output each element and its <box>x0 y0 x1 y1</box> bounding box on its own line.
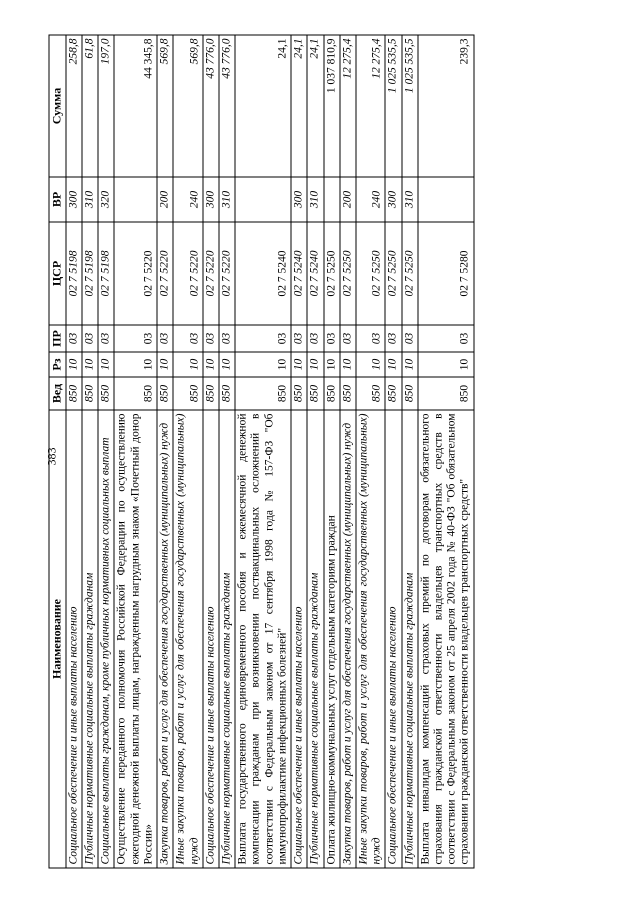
cell-rz: 10 <box>418 352 474 377</box>
cell-ved: 850 <box>98 377 114 410</box>
cell-rz: 10 <box>356 352 385 377</box>
table-row <box>307 35 323 868</box>
cell-name: Публичные нормативные социальные выплаты гражданам <box>219 410 235 868</box>
cell-sum: 1 037 810,9 <box>324 35 340 177</box>
cell-pr: 03 <box>385 325 401 352</box>
cell-vr: 300 <box>203 177 219 222</box>
cell-rz: 10 <box>402 352 418 377</box>
cell-vr: 240 <box>356 177 385 222</box>
cell-sum: 1 025 535,5 <box>402 35 418 177</box>
budget-table <box>49 35 475 869</box>
table-row <box>203 35 219 868</box>
cell-rz: 10 <box>173 352 202 377</box>
cell-ved: 850 <box>82 377 98 410</box>
table-row <box>385 35 401 868</box>
cell-csr: 02 7 5220 <box>157 222 173 325</box>
cell-pr: 03 <box>219 325 235 352</box>
cell-name: Социальные выплаты гражданам, кроме публичных нормативных социальных выплат <box>98 410 114 868</box>
cell-rz: 10 <box>66 352 82 377</box>
table-row <box>82 35 98 868</box>
cell-csr: 02 7 5220 <box>114 222 157 325</box>
cell-csr: 02 7 5220 <box>203 222 219 325</box>
cell-rz: 10 <box>98 352 114 377</box>
cell-pr: 03 <box>291 325 307 352</box>
cell-csr: 02 7 5250 <box>340 222 356 325</box>
cell-rz: 10 <box>324 352 340 377</box>
cell-vr: 310 <box>82 177 98 222</box>
cell-pr: 03 <box>418 325 474 352</box>
cell-csr: 02 7 5250 <box>324 222 340 325</box>
cell-sum: 44 345,8 <box>114 35 157 177</box>
cell-ved: 850 <box>307 377 323 410</box>
header-name: Наименование <box>49 410 66 868</box>
table-row <box>66 35 82 868</box>
cell-pr: 03 <box>402 325 418 352</box>
cell-vr: 300 <box>291 177 307 222</box>
cell-ved: 850 <box>235 377 291 410</box>
cell-pr: 03 <box>114 325 157 352</box>
rotated-table-container <box>49 36 529 869</box>
header-sum: Сумма <box>49 35 66 177</box>
table-row <box>173 35 202 868</box>
cell-csr: 02 7 5280 <box>418 222 474 325</box>
cell-ved: 850 <box>356 377 385 410</box>
table-body <box>66 35 474 868</box>
cell-rz: 10 <box>114 352 157 377</box>
cell-ved: 850 <box>291 377 307 410</box>
header-vr: ВР <box>49 177 66 222</box>
cell-sum: 43 776,0 <box>203 35 219 177</box>
cell-name: Закупка товаров, работ и услуг для обеспечения государственных (муниципальных) нужд <box>340 410 356 868</box>
cell-name: Социальное обеспечение и иные выплаты населению <box>66 410 82 868</box>
cell-name: Социальное обеспечение и иные выплаты населению <box>291 410 307 868</box>
cell-rz: 10 <box>82 352 98 377</box>
cell-csr: 02 7 5240 <box>235 222 291 325</box>
cell-rz: 10 <box>385 352 401 377</box>
cell-sum: 43 776,0 <box>219 35 235 177</box>
cell-csr: 02 7 5240 <box>291 222 307 325</box>
cell-csr: 02 7 5250 <box>356 222 385 325</box>
table-row <box>114 35 157 868</box>
table-row <box>324 35 340 868</box>
cell-name: Социальное обеспечение и иные выплаты населению <box>385 410 401 868</box>
cell-pr: 03 <box>235 325 291 352</box>
cell-rz: 10 <box>203 352 219 377</box>
cell-ved: 850 <box>340 377 356 410</box>
cell-ved: 850 <box>114 377 157 410</box>
cell-name: Иные закупки товаров, работ и услуг для обеспечения государственных (муниципальных) нужд <box>356 410 385 868</box>
cell-csr: 02 7 5250 <box>402 222 418 325</box>
cell-sum: 258,8 <box>66 35 82 177</box>
cell-rz: 10 <box>340 352 356 377</box>
cell-pr: 03 <box>203 325 219 352</box>
table-row <box>402 35 418 868</box>
cell-name: Выплата государственного единовременного пособия и ежемесячной денежной компенсации гражданам при возникновении поствакцинальных осложнений в соответствии с Федеральным законом от 17 сентября 1998 года № 157-ФЗ "Об иммунопрофилактике инфекционных болезней" <box>235 410 291 868</box>
cell-name: Осуществление переданного полномочия Российской Федерации по осуществлению ежегодной денежной выплаты лицам, награжденным нагрудным знаком «Почетный донор России» <box>114 410 157 868</box>
cell-sum: 1 025 535,5 <box>385 35 401 177</box>
cell-rz: 10 <box>219 352 235 377</box>
cell-pr: 03 <box>307 325 323 352</box>
cell-csr: 02 7 5198 <box>98 222 114 325</box>
cell-pr: 03 <box>66 325 82 352</box>
cell-vr: 200 <box>340 177 356 222</box>
cell-name: Публичные нормативные социальные выплаты гражданам <box>402 410 418 868</box>
cell-csr: 02 7 5250 <box>385 222 401 325</box>
table-row <box>418 35 474 868</box>
header-rz: Рз <box>49 352 66 377</box>
cell-name: Оплата жилищно-коммунальных услуг отдельным категориям граждан <box>324 410 340 868</box>
cell-vr: 310 <box>219 177 235 222</box>
table-row <box>356 35 385 868</box>
cell-csr: 02 7 5198 <box>82 222 98 325</box>
cell-vr: 310 <box>402 177 418 222</box>
cell-pr: 03 <box>356 325 385 352</box>
cell-vr: 240 <box>173 177 202 222</box>
cell-name: Иные закупки товаров, работ и услуг для обеспечения государственных (муниципальных) нужд <box>173 410 202 868</box>
cell-name: Выплата инвалидам компенсаций страховых премий по договорам обязательного страхования гражданской ответственности владельцев транспортных средств в соответствии с Федеральным законом от 25 апреля 2002 года № 40-ФЗ "Об обязательном страховании гражданской ответственности владельцев транспортных средств" <box>418 410 474 868</box>
table-row <box>219 35 235 868</box>
cell-ved: 850 <box>157 377 173 410</box>
cell-ved: 850 <box>418 377 474 410</box>
header-pr: ПР <box>49 325 66 352</box>
cell-vr: 310 <box>307 177 323 222</box>
cell-sum: 197,0 <box>98 35 114 177</box>
table-row <box>340 35 356 868</box>
table-row <box>157 35 173 868</box>
cell-csr: 02 7 5240 <box>307 222 323 325</box>
page-number: 383 <box>44 447 59 466</box>
cell-ved: 850 <box>385 377 401 410</box>
cell-vr: 200 <box>157 177 173 222</box>
cell-pr: 03 <box>324 325 340 352</box>
cell-csr: 02 7 5220 <box>173 222 202 325</box>
cell-sum: 569,8 <box>157 35 173 177</box>
cell-sum: 569,8 <box>173 35 202 177</box>
cell-name: Публичные нормативные социальные выплаты гражданам <box>307 410 323 868</box>
cell-vr <box>235 177 291 222</box>
cell-rz: 10 <box>235 352 291 377</box>
cell-sum: 24,1 <box>307 35 323 177</box>
cell-sum: 61,8 <box>82 35 98 177</box>
cell-pr: 03 <box>98 325 114 352</box>
header-row <box>49 35 66 868</box>
table-row <box>98 35 114 868</box>
cell-ved: 850 <box>203 377 219 410</box>
cell-name: Публичные нормативные социальные выплаты гражданам <box>82 410 98 868</box>
cell-name: Социальное обеспечение и иные выплаты населению <box>203 410 219 868</box>
cell-csr: 02 7 5220 <box>219 222 235 325</box>
cell-sum: 12 275,4 <box>340 35 356 177</box>
cell-sum: 24,1 <box>235 35 291 177</box>
cell-ved: 850 <box>324 377 340 410</box>
cell-csr: 02 7 5198 <box>66 222 82 325</box>
header-csr: ЦСР <box>49 222 66 325</box>
table-row <box>235 35 291 868</box>
cell-vr: 300 <box>385 177 401 222</box>
cell-vr <box>114 177 157 222</box>
cell-ved: 850 <box>402 377 418 410</box>
cell-ved: 850 <box>66 377 82 410</box>
header-ved: Вед <box>49 377 66 410</box>
cell-vr: 320 <box>98 177 114 222</box>
cell-rz: 10 <box>307 352 323 377</box>
cell-name: Закупка товаров, работ и услуг для обеспечения государственных (муниципальных) нужд <box>157 410 173 868</box>
cell-sum: 239,3 <box>418 35 474 177</box>
cell-rz: 10 <box>157 352 173 377</box>
cell-vr: 300 <box>66 177 82 222</box>
cell-ved: 850 <box>219 377 235 410</box>
cell-sum: 12 275,4 <box>356 35 385 177</box>
cell-sum: 24,1 <box>291 35 307 177</box>
cell-pr: 03 <box>157 325 173 352</box>
cell-ved: 850 <box>173 377 202 410</box>
cell-vr <box>324 177 340 222</box>
table-row <box>291 35 307 868</box>
cell-vr <box>418 177 474 222</box>
cell-pr: 03 <box>173 325 202 352</box>
cell-pr: 03 <box>82 325 98 352</box>
cell-pr: 03 <box>340 325 356 352</box>
cell-rz: 10 <box>291 352 307 377</box>
